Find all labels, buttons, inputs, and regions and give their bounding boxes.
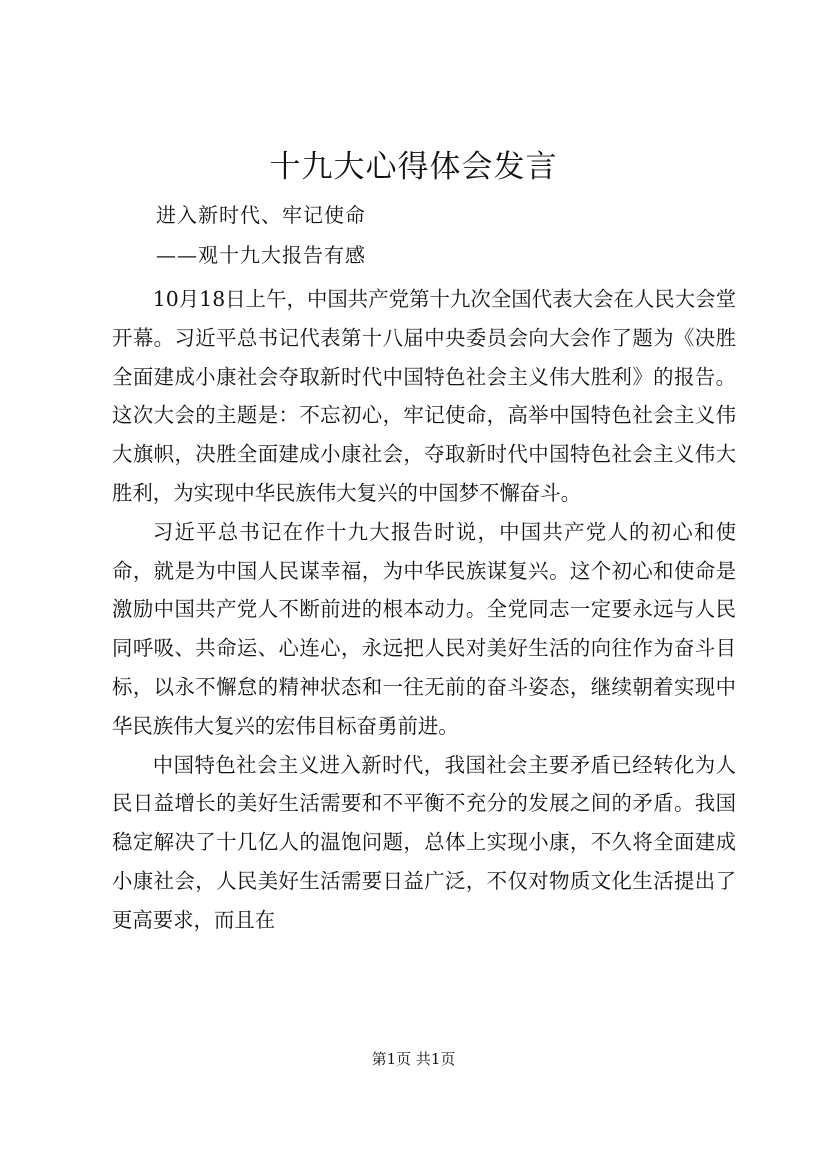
- document-subtitle: 进入新时代、牢记使命: [156, 203, 366, 227]
- document-body: [112, 280, 736, 940]
- page-footer: 第1页 共1页: [371, 1050, 456, 1068]
- document-title: 十九大心得体会发言: [269, 149, 558, 185]
- document-subtitle-source: ——观十九大报告有感: [156, 243, 366, 267]
- paragraph: 习近平总书记在作十九大报告时说，中国共产党人的初心和使命，就是为中国人民谋幸福，为中华民族谋复兴。这个初心和使命是激励中国共产党人不断前进的根本动力。全党同志一定要永远与人民同呼吸、共命运、心连心，永远把人民对美好生活的向往作为奋斗目标，以永不懈怠的精神状态和一往无前的奋斗姿态，继续朝着实现中华民族伟大复兴的宏伟目标奋勇前进。: [112, 519, 736, 738]
- paragraph: 10月18日上午，中国共产党第十九次全国代表大会在人民大会堂开幕。习近平总书记代表第十八届中央委员会向大会作了题为《决胜全面建成小康社会夺取新时代中国特色社会主义伟大胜利》的报告。这次大会的主题是：不忘初心，牢记使命，高举中国特色社会主义伟大旗帜，决胜全面建成小康社会，夺取新时代中国特色社会主义伟大胜利，为实现中华民族伟大复兴的中国梦不懈奋斗。: [112, 287, 736, 505]
- paragraph: 中国特色社会主义进入新时代，我国社会主要矛盾已经转化为人民日益增长的美好生活需要和不平衡不充分的发展之间的矛盾。我国稳定解决了十几亿人的温饱问题，总体上实现小康，不久将全面建成小康社会，人民美好生活需要日益广泛，不仅对物质文化生活提出了更高要求，而且在: [112, 752, 736, 932]
